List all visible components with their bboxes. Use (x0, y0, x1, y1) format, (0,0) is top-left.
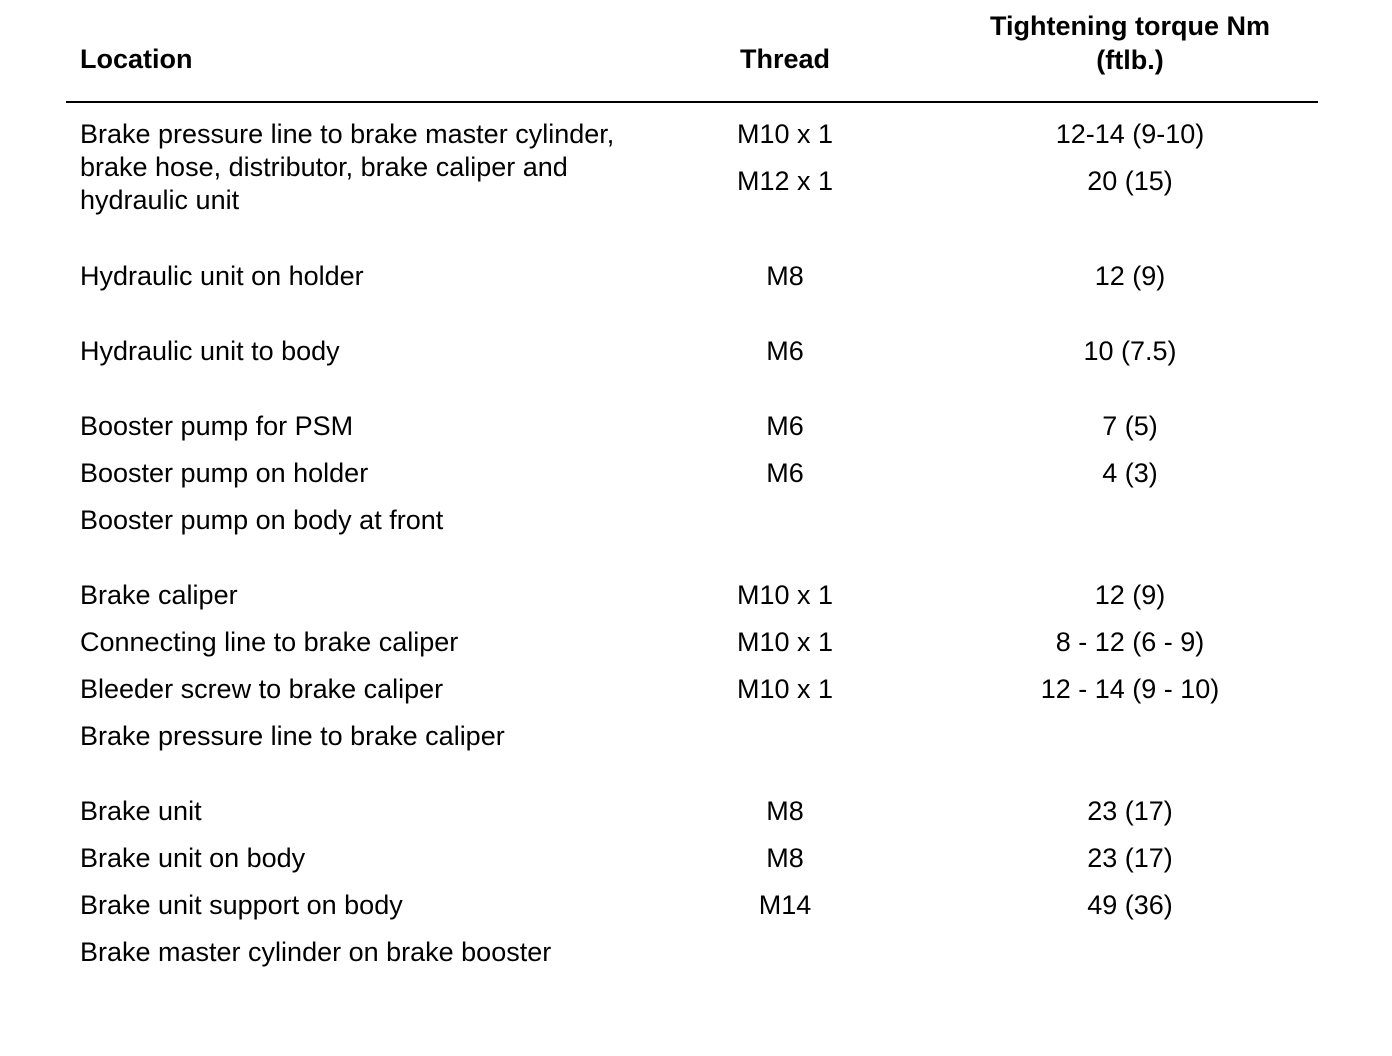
row-thread: M14 (758, 890, 812, 920)
row-location: Booster pump on holder (80, 458, 369, 488)
row-location: Connecting line to brake caliper (80, 627, 459, 657)
row-location: Brake unit support on body (80, 890, 403, 920)
row-location: Booster pump for PSM (80, 411, 354, 441)
row-thread: M10 x 1 (736, 119, 834, 149)
row-location: Brake unit (80, 796, 202, 826)
header-torque (980, 9, 1280, 77)
header-torque-line1: Tightening torque Nm (990, 11, 1270, 41)
header-torque-line2: (ftlb.) (1096, 45, 1164, 75)
row-location: Hydraulic unit on holder (80, 261, 364, 291)
row-location: Brake caliper (80, 580, 238, 610)
row-thread: M6 (766, 336, 804, 366)
row-location: Brake unit on body (80, 843, 306, 873)
row-torque: 12 - 14 (9 - 10) (1040, 674, 1220, 704)
row-torque: 49 (36) (1087, 890, 1173, 920)
row-location: Brake pressure line to brake caliper (80, 721, 505, 751)
row-torque: 23 (17) (1087, 843, 1173, 873)
row-location: Bleeder screw to brake caliper (80, 674, 444, 704)
row-torque: 10 (7.5) (1083, 336, 1177, 366)
row-torque: 12-14 (9-10) (1055, 119, 1205, 149)
row-torque: 7 (5) (1102, 411, 1158, 441)
row-thread: M8 (766, 843, 804, 873)
row-thread: M10 x 1 (736, 674, 834, 704)
row-location: Hydraulic unit to body (80, 336, 340, 366)
row-thread: M6 (766, 458, 804, 488)
row-location: Booster pump on body at front (80, 505, 444, 535)
row-torque: 12 (9) (1094, 261, 1166, 291)
row-thread: M6 (766, 411, 804, 441)
row-location: Brake pressure line to brake master cylinder, brake hose, distributor, brake caliper and hydraulic unit (80, 119, 615, 215)
row-thread: M8 (766, 796, 804, 826)
row-thread: M12 x 1 (736, 166, 834, 196)
header-divider (66, 101, 1318, 103)
row-torque: 23 (17) (1087, 796, 1173, 826)
header-location: Location (80, 44, 193, 74)
row-torque: 4 (3) (1102, 458, 1158, 488)
header-thread: Thread (739, 44, 831, 74)
row-torque: 8 - 12 (6 - 9) (1055, 627, 1205, 657)
row-thread: M10 x 1 (736, 627, 834, 657)
row-thread: M10 x 1 (736, 580, 834, 610)
row-location: Brake master cylinder on brake booster (80, 937, 552, 967)
row-thread: M8 (766, 261, 804, 291)
row-torque: 20 (15) (1087, 166, 1173, 196)
row-torque: 12 (9) (1094, 580, 1166, 610)
